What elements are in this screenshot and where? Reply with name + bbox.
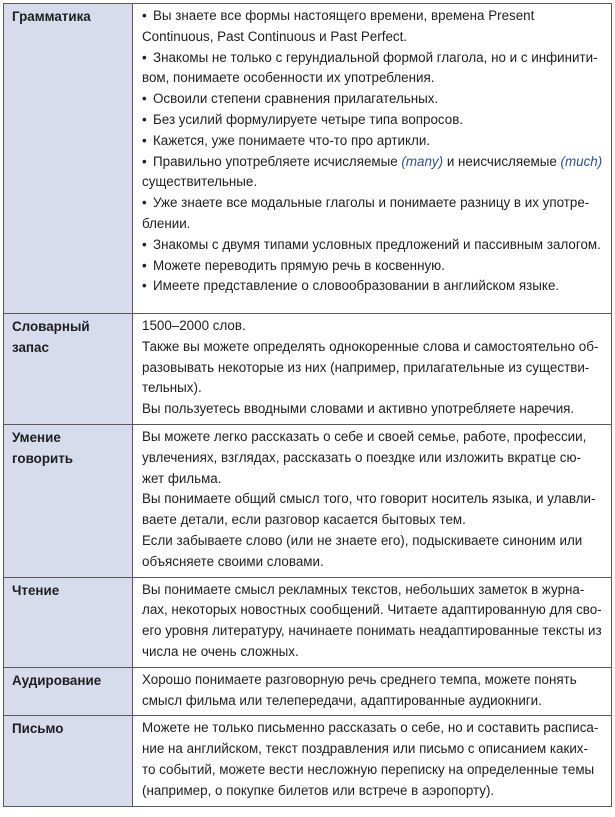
category-label: запас [12,339,49,355]
description-line [142,256,605,277]
bullet-icon: • [142,195,147,211]
description-line [142,781,605,802]
description-line [142,531,605,552]
table-row [4,4,612,314]
description-text: Можете переводить прямую речь в косвенную. [153,257,445,273]
description-text: Имеете представление о словообразовании в английском языке. [153,278,560,294]
description-text: Хорошо понимаете разговорную речь среднего темпа, можете понять [142,671,577,687]
description-text: то событий, можете вести несложную переписку на определенные темы [142,761,595,777]
description-line [142,337,605,358]
description-text: Знакомы с двумя типами условных предложений и пассивным залогом. [153,236,601,252]
bullet-icon: • [142,132,147,148]
table-row [4,716,612,806]
description-line [142,235,605,256]
category-label: Грамматика [12,9,91,24]
description-line [142,214,605,235]
description-line [142,48,605,69]
description-line [142,89,605,110]
description-line [142,427,605,448]
description-line [142,378,605,399]
table-row [4,577,612,667]
description-cell [133,716,612,806]
skills-table-container [3,3,612,807]
category-label: говорить [12,450,74,466]
description-text: Можете не только письменно рассказать о себе, но и составить расписа- [142,720,599,736]
description-line [142,670,605,691]
description-line [142,27,605,48]
description-text: Уже знаете все модальные глаголы и понимаете разницу в их употре- [153,195,590,211]
description-line [142,600,605,621]
description-line [142,552,605,573]
description-text: (например, о покупке билетов или встрече в аэропорту). [142,782,495,798]
description-line [142,193,605,214]
description-text: лах, некоторых новостных сообщений. Читаете адаптированную для сво- [142,602,602,618]
category-cell [4,314,133,425]
description-text: ваете детали, если разговор касается бытовых тем. [142,512,466,528]
description-cell [133,314,612,425]
category-label: Чтение [12,582,60,598]
description-line [142,469,605,490]
description-text: Кажется, уже понимаете что-то про артикли. [153,132,431,148]
description-text: Также вы можете определять однокоренные слова и самостоятельно об- [142,338,599,354]
description-text: смысл фильма или телепередачи, адаптированные аудиокниги. [142,692,542,708]
highlighted-term: (many) [401,153,444,169]
category-cell [4,577,133,667]
category-label: Умение [12,429,61,445]
description-line [142,739,605,760]
table-row [4,314,612,425]
description-text: вом, понимаете особенности их употребления. [142,70,435,86]
category-cell [4,667,133,716]
description-text: Если забываете слово (или не знаете его), подыскиваете синоним или [142,532,583,548]
description-line [142,152,605,173]
description-text: жет фильма. [142,470,222,486]
skills-table-body [4,4,612,807]
description-text: объясняете своими словами. [142,553,324,569]
description-text: Вы понимаете смысл рекламных текстов, небольших заметок в журна- [142,581,585,597]
description-text: блении. [142,215,191,231]
description-line [142,489,605,510]
description-text: существительные. [142,174,258,190]
description-text: Без усилий формулируете четыре типа вопросов. [153,111,464,127]
description-cell [133,4,612,314]
bullet-icon: • [142,257,147,273]
bullet-icon: • [142,91,147,107]
bullet-icon: • [142,111,147,127]
category-label: Письмо [12,721,64,737]
description-line [142,691,605,712]
description-line [142,642,605,663]
description-line [142,621,605,642]
highlighted-term: (much) [560,153,603,169]
description-text: Правильно употребляете исчисляемые [153,153,402,169]
description-text: Вы понимаете общий смысл того, что говорит носитель языка, и улавли- [142,491,596,507]
description-line [142,68,605,89]
description-text: ние на английском, текст поздравления или письмо с описанием каких- [142,741,588,757]
description-text: числа не очень сложных. [142,643,299,659]
description-line [142,718,605,739]
description-text: тельных). [142,380,202,396]
table-row [4,667,612,716]
description-line [142,6,605,27]
description-line [142,510,605,531]
bullet-icon: • [142,236,147,252]
description-line [142,399,605,420]
table-row [4,424,612,577]
description-text: увлечениях, взглядах, рассказать о поездке или изложить вкратце сю- [142,449,581,465]
skills-table [3,3,612,807]
bullet-icon: • [142,153,147,169]
description-cell [133,667,612,716]
bullet-icon: • [142,49,147,65]
bullet-icon: • [142,278,147,294]
description-text: разовывать некоторые из них (например, прилагательные из существи- [142,359,590,375]
description-text: Освоили степени сравнения прилагательных. [153,91,439,107]
description-line [142,358,605,379]
description-text: Вы пользуетесь вводными словами и активно употребляете наречия. [142,401,575,417]
description-text: 1500–2000 слов. [142,318,246,333]
description-line [142,172,605,193]
description-cell [133,577,612,667]
category-cell [4,424,133,577]
description-text: и неисчисляемые [443,153,561,169]
description-line [142,131,605,152]
category-label: Аудирование [12,672,102,688]
category-cell [4,716,133,806]
description-line [142,276,605,297]
description-text: Вы знаете все формы настоящего времени, времена Present [153,8,535,23]
category-label: Словарный [12,319,90,334]
description-text: Знакомы не только с герундиальной формой глагола, но и с инфинити- [153,49,598,65]
description-line [142,316,605,337]
description-text: его уровня литературу, начинаете понимать неадаптированные тексты из [142,623,602,639]
description-line [142,110,605,131]
description-line [142,580,605,601]
description-line [142,760,605,781]
description-text: Continuous, Past Continuous и Past Perfect. [142,28,408,44]
description-cell [133,424,612,577]
category-cell [4,4,133,314]
description-text: Вы можете легко рассказать о себе и своей семье, работе, профессии, [142,428,587,444]
description-line [142,448,605,469]
bullet-icon: • [142,8,147,23]
